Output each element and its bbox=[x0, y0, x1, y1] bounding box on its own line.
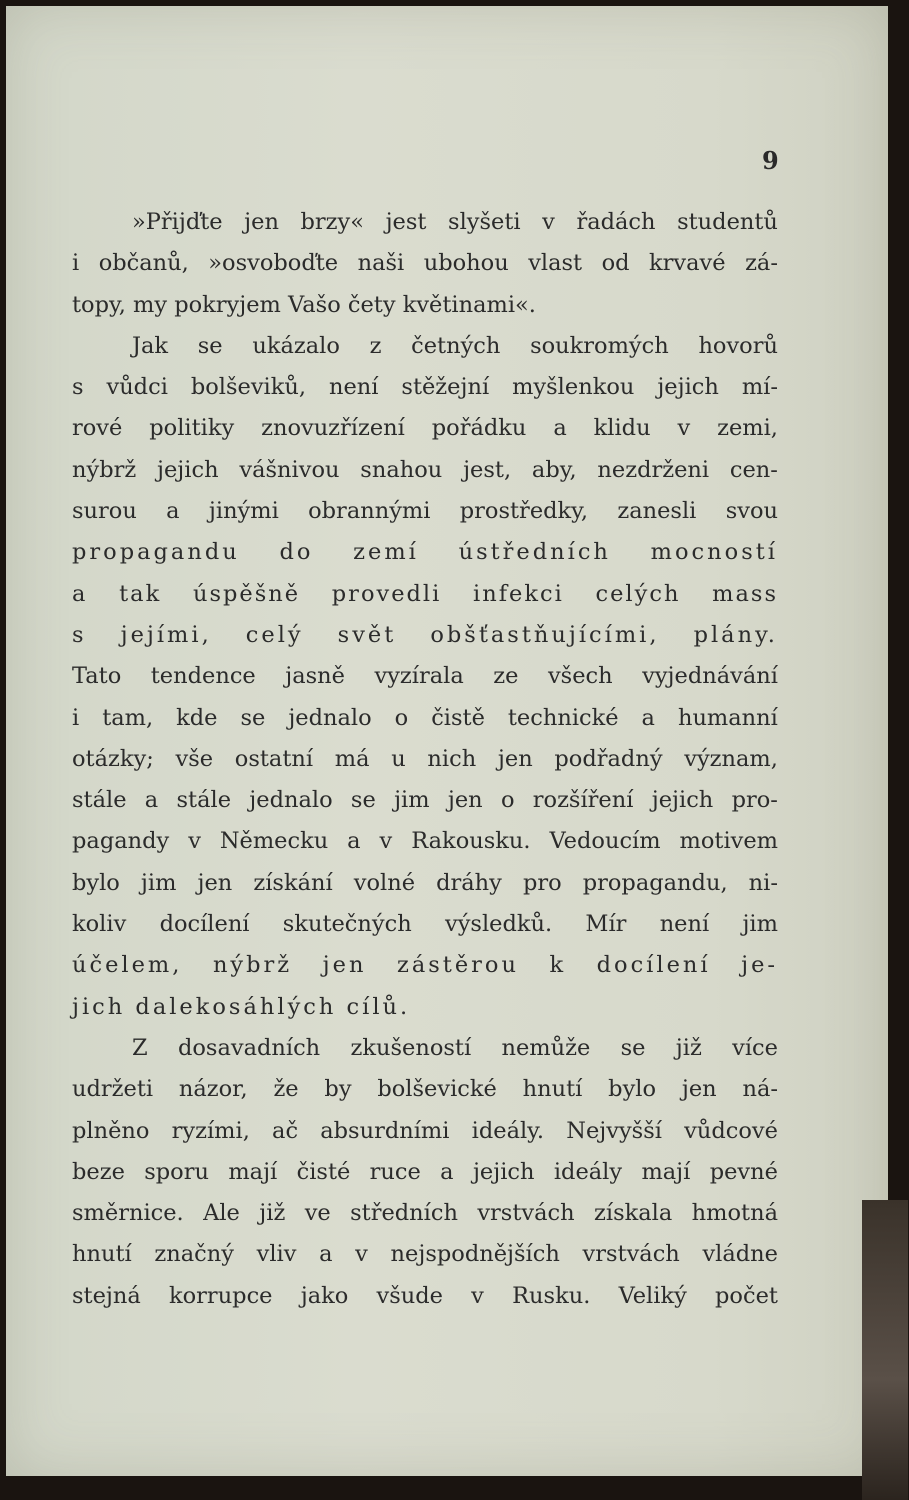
text-line: hnutí značný vliv a v nejspodnějších vrstvách vládne bbox=[72, 1241, 778, 1268]
text-line: i občanů, »osvoboďte naši ubohou vlast od krvavé zá- bbox=[72, 250, 778, 277]
text-line: jich dalekosáhlých cílů. bbox=[72, 993, 411, 1020]
text-line: topy, my pokryjem Vašo čety květinami«. bbox=[72, 291, 536, 318]
text-line: otázky; vše ostatní má u nich jen podřadný význam, bbox=[72, 745, 778, 772]
text-line: koliv docílení skutečných výsledků. Mír není jim bbox=[72, 911, 778, 938]
text-line: a tak úspěšně provedli infekci celých mass bbox=[72, 580, 778, 607]
text-line: stejná korrupce jako všude v Rusku. Veliký počet bbox=[72, 1282, 778, 1309]
text-line: Jak se ukázalo z četných soukromých hovorů bbox=[132, 332, 778, 359]
text-line: Z dosavadních zkušeností nemůže se již více bbox=[132, 1034, 778, 1061]
book-page bbox=[6, 6, 888, 1476]
text-line: beze sporu mají čisté ruce a jejich ideály mají pevné bbox=[72, 1158, 778, 1185]
text-line: účelem, nýbrž jen zástěrou k docílení je- bbox=[72, 952, 778, 979]
page-number: 9 bbox=[762, 146, 779, 175]
text-line: pagandy v Německu a v Rakousku. Vedoucím motivem bbox=[72, 828, 778, 855]
text-line: i tam, kde se jednalo o čistě technické a humanní bbox=[72, 704, 778, 731]
text-line: surou a jinými obrannými prostředky, zanesli svou bbox=[72, 498, 778, 525]
text-line: směrnice. Ale již ve středních vrstvách získala hmotná bbox=[72, 1200, 778, 1227]
text-line: Tato tendence jasně vyzírala ze všech vyjednávání bbox=[72, 663, 778, 690]
text-line: s jejími, celý svět obšťastňujícími, plány. bbox=[72, 621, 778, 648]
text-line: plněno ryzími, ač absurdními ideály. Nejvyšší vůdcové bbox=[72, 1117, 778, 1144]
page-text bbox=[72, 202, 778, 1317]
text-line: propagandu do zemí ústředních mocností bbox=[72, 539, 778, 566]
text-line: s vůdci bolševiků, není stěžejní myšlenkou jejich mí- bbox=[72, 374, 778, 401]
text-line: udržeti názor, že by bolševické hnutí bylo jen ná- bbox=[72, 1076, 778, 1103]
text-line: stále a stále jednalo se jim jen o rozšíření jejich pro- bbox=[72, 787, 778, 814]
text-line: »Přijďte jen brzy« jest slyšeti v řadách studentů bbox=[132, 209, 778, 235]
text-line: rové politiky znovuzřízení pořádku a klidu v zemi, bbox=[72, 415, 778, 442]
text-line: bylo jim jen získání volné dráhy pro propagandu, ni- bbox=[72, 869, 778, 896]
page-edge-shadow bbox=[862, 1200, 908, 1500]
text-line: nýbrž jejich vášnivou snahou jest, aby, nezdrženi cen- bbox=[72, 456, 778, 483]
